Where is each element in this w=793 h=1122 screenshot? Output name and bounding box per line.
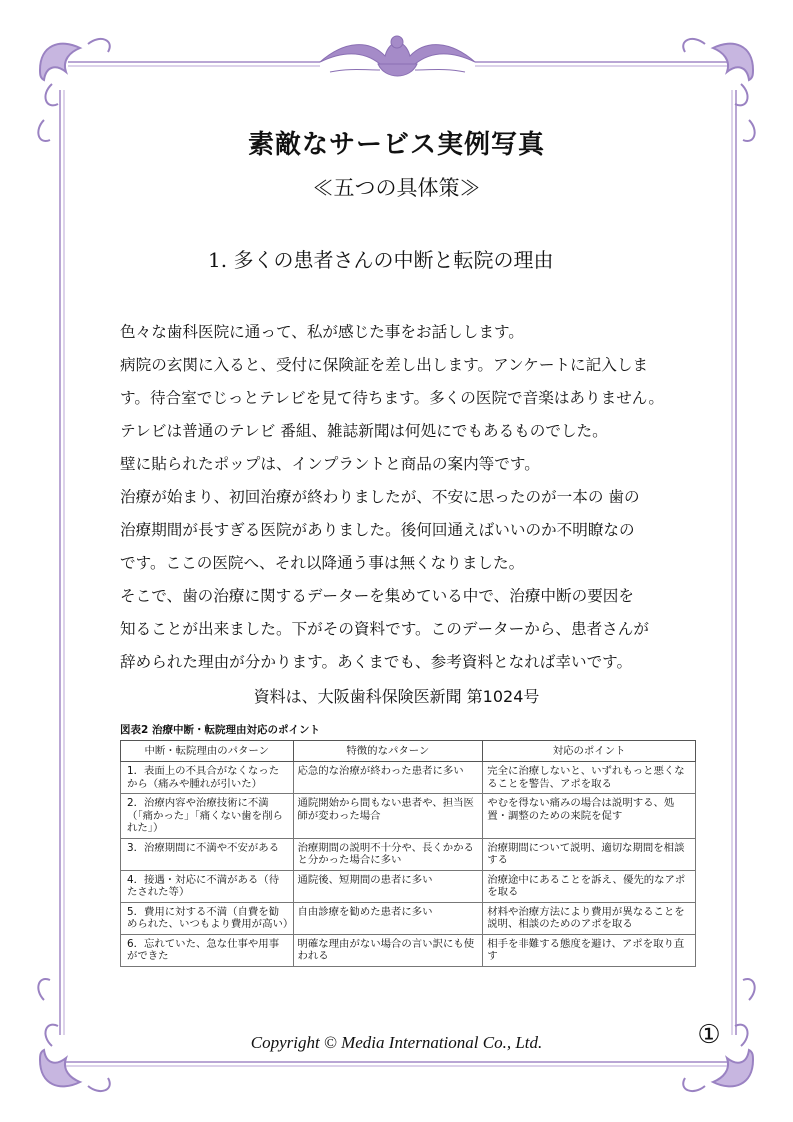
table-cell: 通院開始から間もない患者や、担当医師が変わった場合 xyxy=(293,794,483,839)
table-cell: 材料や治療方法により費用が異なることを説明、相談のためのアポを取る xyxy=(483,902,696,934)
column-header: 中断・転院理由のパターン xyxy=(121,741,294,762)
table-row xyxy=(121,902,696,934)
table-cell: 通院後、短期間の患者に多い xyxy=(293,870,483,902)
body-line: 壁に貼られたポップは、インプラントと商品の案内等です。 xyxy=(120,455,540,473)
section-heading: 1. 多くの患者さんの中断と転院の理由 xyxy=(208,248,554,272)
table-cell: やむを得ない痛みの場合は説明する、処置・調整のための来院を促す xyxy=(483,794,696,839)
page-title: 素敵なサービス実例写真 xyxy=(247,130,545,160)
flourish-crown-icon xyxy=(320,36,475,76)
body-line: す。待合室でじっとテレビを見て待ちます。多くの医院で音楽はありません。 xyxy=(120,389,664,407)
table-row xyxy=(121,794,696,839)
table-cell: 治療期間について説明、適切な期間を相談する xyxy=(483,838,696,870)
body-line: 治療期間が長すぎる医院がありました。後何回通えばいいのか不明瞭なの xyxy=(120,521,635,539)
table-cell: 完全に治療しないと、いずれもっと悪くなることを警告、アポを取る xyxy=(483,762,696,794)
table-cell: 6．忘れていた、急な仕事や用事ができた xyxy=(121,934,294,966)
page-subtitle: ≪五つの具体策≫ xyxy=(312,176,481,200)
body-line: 病院の玄関に入ると、受付に保険証を差し出します。アンケートに記入しま xyxy=(120,356,649,374)
table-header-row xyxy=(121,741,696,762)
table-row xyxy=(121,762,696,794)
table-cell: 2．治療内容や治療技術に不満（「痛かった」「痛くない歯を削られた」） xyxy=(121,794,294,839)
table-cell: 応急的な治療が終わった患者に多い xyxy=(293,762,483,794)
table-cell: 明確な理由がない場合の言い訳にも使われる xyxy=(293,934,483,966)
body-line: 治療が始まり、初回治療が終わりましたが、不安に思ったのが一本の 歯の xyxy=(120,488,640,506)
table-cell: 相手を非難する態度を避け、アポを取り直す xyxy=(483,934,696,966)
body-line: 辞められた理由が分かります。あくまでも、参考資料となれば幸いです。 xyxy=(120,653,633,671)
table-cell: 5．費用に対する不満（自費を勧められた、いつもより費用が高い） xyxy=(121,902,294,934)
table-cell: 1．表面上の不具合がなくなったから（痛みや腫れが引いた） xyxy=(121,762,294,794)
table-cell: 自由診療を勧めた患者に多い xyxy=(293,902,483,934)
column-header: 対応のポイント xyxy=(483,741,696,762)
source-citation: 資料は、大阪歯科保険医新聞 第1024号 xyxy=(253,687,540,706)
figure-caption: 図表2 治療中断・転院理由対応のポイント xyxy=(120,724,320,736)
body-paragraph xyxy=(120,316,700,679)
body-line: 知ることが出来ました。下がその資料です。このデーターから、患者さんが xyxy=(120,620,649,638)
page-number: ① xyxy=(697,1020,721,1050)
table-cell: 3．治療期間に不満や不安がある xyxy=(121,838,294,870)
column-header: 特徴的なパターン xyxy=(293,741,483,762)
body-line: 色々な歯科医院に通って、私が感じた事をお話しします。 xyxy=(120,323,524,341)
table-cell: 4．接遇・対応に不満がある（待たされた等） xyxy=(121,870,294,902)
table-row xyxy=(121,934,696,966)
table-cell: 治療途中にあることを訴え、優先的なアポを取る xyxy=(483,870,696,902)
reasons-table xyxy=(120,740,696,967)
table-row xyxy=(121,838,696,870)
body-line: テレビは普通のテレビ 番組、雑誌新聞は何処にでもあるものでした。 xyxy=(120,422,608,440)
copyright-notice: Copyright © Media International Co., Ltd. xyxy=(250,1033,543,1052)
body-line: です。ここの医院へ、それ以降通う事は無くなりました。 xyxy=(120,554,525,572)
table-cell: 治療期間の説明不十分や、長くかかると分かった場合に多い xyxy=(293,838,483,870)
table-row xyxy=(121,870,696,902)
body-line: そこで、歯の治療に関するデーターを集めている中で、治療中断の要因を xyxy=(120,587,634,605)
